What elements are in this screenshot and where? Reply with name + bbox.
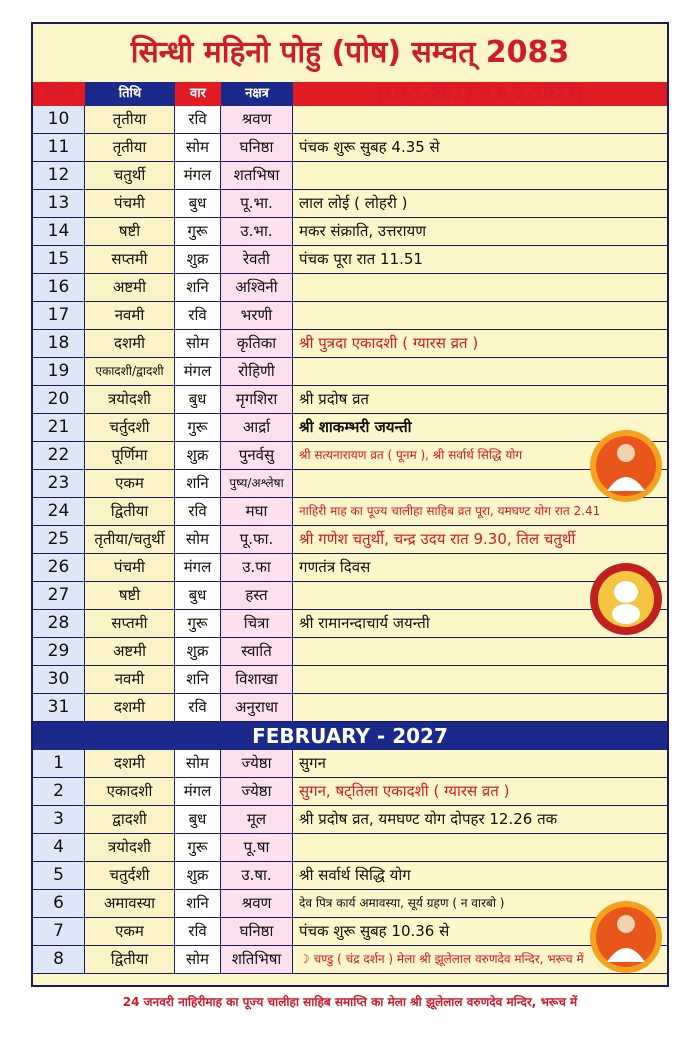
date-cell: 10 [33,106,85,133]
date-cell: 23 [33,470,85,497]
event-cell [293,358,667,385]
date-cell: 31 [33,694,85,721]
february-banner: FEBRUARY - 2027 [33,722,667,750]
tithi-cell: सप्तमी [85,246,175,273]
date-cell: 28 [33,610,85,637]
date-cell: 16 [33,274,85,301]
nakshatra-cell: कृतिका [221,330,293,357]
vaar-cell: शनि [175,470,221,497]
vaar-cell: सोम [175,946,221,973]
event-cell: श्री सत्यनारायण व्रत ( पूनम ), श्री सर्वार्थ सिद्धि योग [293,442,667,469]
date-cell: 11 [33,134,85,161]
date-cell: 15 [33,246,85,273]
nakshatra-cell: विशाखा [221,666,293,693]
table-row [33,946,667,974]
saint-image-2 [589,900,663,974]
table-row [33,246,667,274]
event-cell: देव पित्र कार्य अमावस्या, सूर्य ग्रहण ( न वारबो ) [293,890,667,917]
table-row [33,582,667,610]
event-cell [293,694,667,721]
event-cell: पंचक शुरू सुबह 4.35 से [293,134,667,161]
table-row [33,498,667,526]
tithi-cell: नवमी [85,302,175,329]
tithi-cell: पंचमी [85,554,175,581]
tithi-cell: षष्टी [85,218,175,245]
nakshatra-cell: ज्येष्ठा [221,750,293,777]
table-row [33,638,667,666]
date-cell: 25 [33,526,85,553]
vaar-cell: बुध [175,582,221,609]
vaar-cell: शनि [175,274,221,301]
nakshatra-cell: श्रवण [221,890,293,917]
event-cell: श्री पुत्रदा एकादशी ( ग्यारस व्रत ) [293,330,667,357]
event-cell [293,302,667,329]
table-row [33,106,667,134]
tithi-cell: चतुर्थी [85,162,175,189]
vaar-cell: बुध [175,386,221,413]
event-cell [293,106,667,133]
event-cell [293,638,667,665]
tithi-cell: तृतीया/चतुर्थी [85,526,175,553]
date-cell: 19 [33,358,85,385]
date-cell: 2 [33,778,85,805]
event-cell: श्री रामानन्दाचार्य जयन्ती [293,610,667,637]
tithi-cell: तृतीया [85,106,175,133]
table-row [33,666,667,694]
vaar-cell: गुरू [175,610,221,637]
vaar-cell: सोम [175,330,221,357]
table-row [33,806,667,834]
date-cell: 14 [33,218,85,245]
vaar-cell: सोम [175,526,221,553]
event-cell: लाल लोई ( लोहरी ) [293,190,667,217]
saint-image [589,429,663,503]
header-angrezi: अंग्रजी [33,82,85,106]
vaar-cell: मंगल [175,358,221,385]
nakshatra-cell: घनिष्ठा [221,134,293,161]
tithi-cell: दशमी [85,694,175,721]
event-cell: मकर संक्राति, उत्तरायण [293,218,667,245]
date-cell: 22 [33,442,85,469]
tithi-cell: पूर्णिमा [85,442,175,469]
nakshatra-cell: पुष्य/अश्लेषा [221,470,293,497]
tithi-cell: द्वितीया [85,946,175,973]
tithi-cell: एकादशी [85,778,175,805]
nakshatra-cell: भरणी [221,302,293,329]
table-row [33,218,667,246]
nakshatra-cell: पू.षा [221,834,293,861]
nakshatra-cell: हस्त [221,582,293,609]
tithi-cell: एकादशी/द्वादशी [85,358,175,385]
tithi-cell: त्रयोदशी [85,386,175,413]
vaar-cell: शुक्र [175,638,221,665]
tithi-cell: द्वादशी [85,806,175,833]
date-cell: 17 [33,302,85,329]
table-row [33,162,667,190]
vaar-cell: मंगल [175,554,221,581]
vaar-cell: गुरू [175,834,221,861]
table-row [33,386,667,414]
tithi-cell: दशमी [85,750,175,777]
table-row [33,470,667,498]
nakshatra-cell: घनिष्ठा [221,918,293,945]
event-cell [293,274,667,301]
nakshatra-cell: रोहिणी [221,358,293,385]
table-row [33,778,667,806]
event-cell: पंचक पूरा रात 11.51 [293,246,667,273]
vaar-cell: बुध [175,190,221,217]
event-cell: श्री प्रदोष व्रत, यमघण्ट योग दोपहर 12.26 तक [293,806,667,833]
event-cell: श्री गणेश चतुर्थी, चन्द्र उदय रात 9.30, तिल चतुर्थी [293,526,667,553]
date-cell: 26 [33,554,85,581]
event-cell: नाहिरी माह का पूज्य चालीहा साहिब व्रत पूरा, यमघण्ट योग रात 2.41 [293,498,667,525]
tithi-cell: अमावस्या [85,890,175,917]
date-cell: 5 [33,862,85,889]
table-row [33,890,667,918]
vaar-cell: मंगल [175,162,221,189]
nakshatra-cell: उ.फा [221,554,293,581]
vaar-cell: सोम [175,750,221,777]
ganesha-image [589,562,663,636]
event-cell [293,666,667,693]
date-cell: 12 [33,162,85,189]
nakshatra-cell: मृगशिरा [221,386,293,413]
event-cell: गणतंत्र दिवस [293,554,667,581]
vaar-cell: शुक्र [175,246,221,273]
table-row [33,750,667,778]
tithi-cell: षष्टी [85,582,175,609]
event-cell: श्री प्रदोष व्रत [293,386,667,413]
date-cell: 30 [33,666,85,693]
tithi-cell: पंचमी [85,190,175,217]
table-header [33,82,667,106]
nakshatra-cell: शतभिषा [221,162,293,189]
tithi-cell: अष्टमी [85,274,175,301]
calendar-sheet [31,22,669,987]
nakshatra-cell: श्रवण [221,106,293,133]
tithi-cell: चतुर्दशी [85,862,175,889]
table-row [33,610,667,638]
header-date-range: (10-1-2027 से 8-2-2027) [293,82,667,106]
date-cell: 6 [33,890,85,917]
table-row [33,190,667,218]
tithi-cell: सप्तमी [85,610,175,637]
date-cell: 18 [33,330,85,357]
tithi-cell: दशमी [85,330,175,357]
nakshatra-cell: स्वाति [221,638,293,665]
date-cell: 4 [33,834,85,861]
nakshatra-cell: उ.भा. [221,218,293,245]
event-cell: श्री सर्वार्थ सिद्धि योग [293,862,667,889]
nakshatra-cell: पू.फा. [221,526,293,553]
date-cell: 1 [33,750,85,777]
vaar-cell: रवि [175,302,221,329]
tithi-cell: एकम [85,470,175,497]
nakshatra-cell: मूल [221,806,293,833]
table-row [33,302,667,330]
table-row [33,834,667,862]
calendar-title: सिन्धी महिनो पोहु (पोष) सम्वत् 2083 [33,24,667,82]
tithi-cell: एकम [85,918,175,945]
tithi-cell: नवमी [85,666,175,693]
nakshatra-cell: उ.षा. [221,862,293,889]
nakshatra-cell: अश्विनी [221,274,293,301]
table-row [33,274,667,302]
date-cell: 24 [33,498,85,525]
tithi-cell: अष्टमी [85,638,175,665]
vaar-cell: रवि [175,106,221,133]
table-row [33,330,667,358]
nakshatra-cell: रेवती [221,246,293,273]
nakshatra-cell: चित्रा [221,610,293,637]
vaar-cell: सोम [175,134,221,161]
vaar-cell: रवि [175,694,221,721]
table-row [33,918,667,946]
date-cell: 8 [33,946,85,973]
nakshatra-cell: पुनर्वसु [221,442,293,469]
table-row [33,442,667,470]
vaar-cell: रवि [175,918,221,945]
date-cell: 7 [33,918,85,945]
event-cell: ☽ चण्डु ( चंद्र दर्शन ) मेला श्री झूलेलाल वरुणदेव मन्दिर, भरूच में [293,946,667,973]
nakshatra-cell: पू.भा. [221,190,293,217]
date-cell: 29 [33,638,85,665]
tithi-cell: तृतीया [85,134,175,161]
vaar-cell: शनि [175,666,221,693]
event-cell: सुगन, षट्तिला एकादशी ( ग्यारस व्रत ) [293,778,667,805]
header-nakshatra: नक्षत्र [245,86,269,101]
nakshatra-cell: शतिभिषा [221,946,293,973]
table-row [33,862,667,890]
vaar-cell: मंगल [175,778,221,805]
vaar-cell: शुक्र [175,862,221,889]
tithi-cell: द्वितीया [85,498,175,525]
event-cell [293,162,667,189]
header-tithi: तिथि [118,86,142,101]
table-row [33,694,667,722]
event-cell: सुगन [293,750,667,777]
event-cell: श्री शाकम्भरी जयन्ती [293,414,667,441]
vaar-cell: बुध [175,806,221,833]
table-row [33,358,667,386]
vaar-cell: गुरू [175,218,221,245]
vaar-cell: शनि [175,890,221,917]
tithi-cell: त्रयोदशी [85,834,175,861]
vaar-cell: शुक्र [175,442,221,469]
tithi-cell: चर्तुदशी [85,414,175,441]
nakshatra-cell: आर्द्रा [221,414,293,441]
date-cell: 3 [33,806,85,833]
date-cell: 27 [33,582,85,609]
event-cell [293,834,667,861]
event-cell: पंचक शुरू सुबह 10.36 से [293,918,667,945]
footer-note: 24 जनवरी नाहिरीमाह का पूज्य चालीहा साहिब समाप्ति का मेला श्री झूलेलाल वरुणदेव मन्दिर, भरूच में [122,995,578,1009]
nakshatra-cell: मघा [221,498,293,525]
nakshatra-cell: ज्येष्ठा [221,778,293,805]
header-vaar: वार [175,82,221,106]
table-row [33,554,667,582]
table-row [33,526,667,554]
table-row [33,134,667,162]
nakshatra-cell: अनुराधा [221,694,293,721]
table-row [33,414,667,442]
vaar-cell: गुरू [175,414,221,441]
date-cell: 20 [33,386,85,413]
date-cell: 13 [33,190,85,217]
vaar-cell: रवि [175,498,221,525]
date-cell: 21 [33,414,85,441]
